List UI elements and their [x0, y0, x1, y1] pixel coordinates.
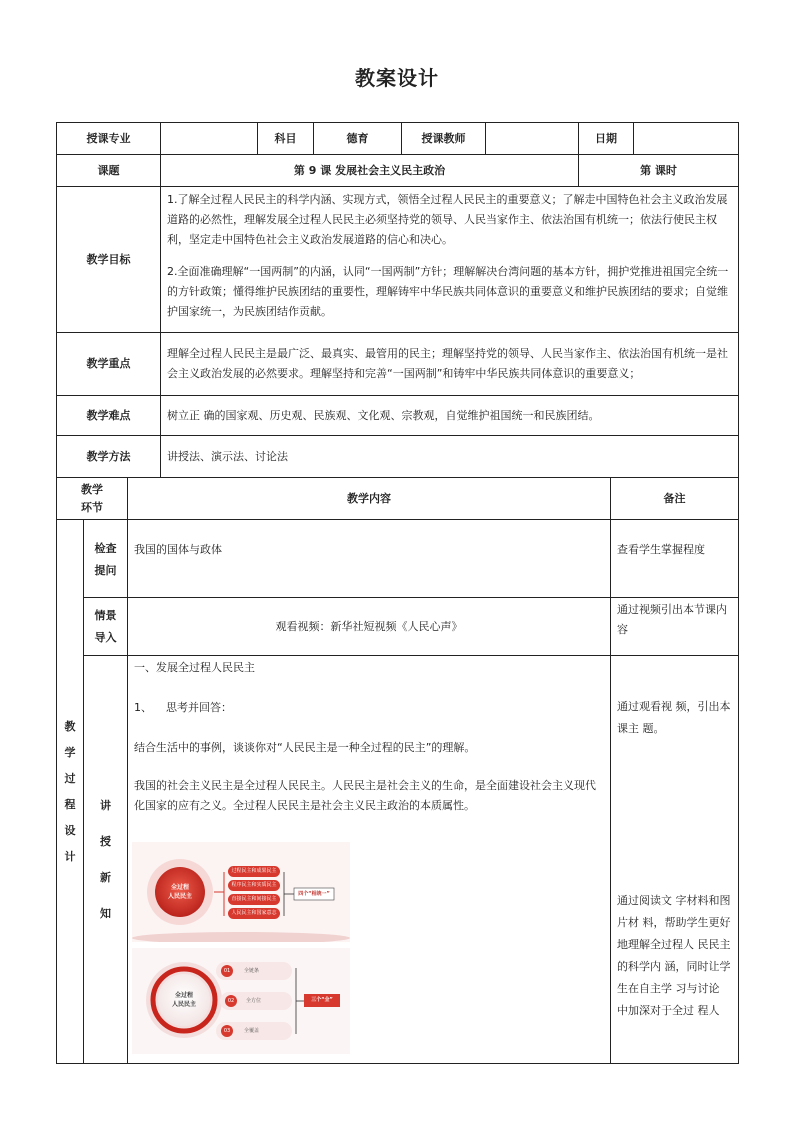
question-prompt: 1、 思考并回答：: [134, 701, 232, 714]
figure-2-center-text: 全过程 人民民主: [171, 992, 196, 1008]
key-points-content: 理解全过程人民民主是最广泛、最真实、最管用的民主；理解坚持党的领导、人民当家作主、依法治国有机统一是社会主义政治发展的必然要求。理解坚持和完善“一国两制”和铸牢中华民族共同体意识的重要意义；: [161, 333, 739, 396]
content-scenario-intro: 观看视频：新华社短视频《人民心声》: [128, 598, 611, 656]
stage-check-question: 检查 提问: [84, 520, 128, 598]
figure-1-item-1: 过程民主和成果民主: [228, 866, 280, 877]
difficulties-label: 教学难点: [57, 396, 161, 436]
figure-1-tag: 四个“相统一”: [298, 891, 330, 897]
figure-1-item-2: 程序民主和实质民主: [228, 880, 280, 891]
figure-three-full: [132, 948, 350, 1054]
goals-content: [161, 187, 739, 333]
major-label: 授课专业: [57, 123, 161, 155]
subject-label: 科目: [258, 123, 314, 155]
topic-label: 课题: [57, 155, 161, 187]
question-text: 结合生活中的事例，谈谈你对“人民民主是一种全过程的民主”的理解。: [134, 741, 476, 754]
figure-2-item-2: 全方位: [246, 998, 262, 1004]
stage-scenario-intro: 情景 导入: [84, 598, 128, 656]
content-header: 教学内容: [128, 478, 611, 520]
figure-1-item-4: 人民民主和国家意志: [228, 908, 280, 919]
teacher-value: [486, 123, 579, 155]
figure-four-unities: [132, 842, 350, 942]
remark-new-knowledge: [611, 656, 739, 1064]
teaching-process-table: [56, 477, 739, 1064]
teacher-label: 授课教师: [402, 123, 486, 155]
period-label: 第 课时: [579, 155, 739, 187]
figure-2-num-2: 02: [227, 998, 235, 1004]
figure-2-num-1: 01: [223, 968, 231, 974]
methods-label: 教学方法: [57, 436, 161, 478]
content-new-knowledge: [128, 656, 611, 1064]
key-points-label: 教学重点: [57, 333, 161, 396]
figure-2-tag: 三个“全”: [311, 997, 333, 1003]
goals-label: 教学目标: [57, 187, 161, 333]
lesson-info-table: [56, 122, 739, 478]
stage-header: 教学 环节: [57, 478, 128, 520]
section-heading: 一、发展全过程人民民主: [134, 661, 255, 674]
figure-2-item-1: 全链条: [244, 968, 260, 974]
remark-scenario-intro: 通过视频引出本节课内容: [611, 598, 739, 656]
major-value: [161, 123, 258, 155]
goals-paragraph-2: 2.全面准确理解“一国两制”的内涵，认同“一国两制”方针；理解解决台湾问题的基本方针，拥护党推进祖国完全统一的方针政策；懂得维护民族团结的重要性，理解铸牢中华民族共同体意识的重要意义和维护民族团结的要求；自觉维护国家统一，为民族团结作贡献。: [167, 265, 729, 318]
figure-2-num-3: 03: [223, 1028, 231, 1034]
stage-new-knowledge: 讲 授 新 知: [84, 656, 128, 1064]
subject-value: 德育: [314, 123, 402, 155]
figure-2-item-3: 全覆盖: [244, 1028, 260, 1034]
remark-check-question: 查看学生掌握程度: [611, 520, 739, 598]
figure-1-item-3: 直接民主和间接民主: [228, 894, 280, 905]
remark-header: 备注: [611, 478, 739, 520]
difficulties-content: 树立正 确的国家观、历史观、民族观、文化观、宗教观，自觉维护祖国统一和民族团结。: [161, 396, 739, 436]
explanation-text: 我国的社会主义民主是全过程人民民主。人民民主是社会主义的生命，是全面建设社会主义现代化国家的应有之义。全过程人民民主是社会主义民主政治的本质属性。: [134, 779, 596, 812]
goals-paragraph-1: 1.了解全过程人民民主的科学内涵、实现方式，领悟全过程人民民主的重要意义；了解走中国特色社会主义政治发展道路的必然性，理解发展全过程人民民主必须坚持党的领导、人民当家作主、依法治国有机统一；依法行使民主权利，坚定走中国特色社会主义政治发展道路的信心和决心。: [167, 193, 728, 246]
remark-new-knowledge-2: 通过阅读文 字材料和图片材 料，帮助学生更好 地理解全过程人 民民主 的科学内 涵，同时让学生在自主学 习与讨论 中加深对于全过 程人: [617, 894, 731, 1017]
methods-content: 讲授法、演示法、讨论法: [161, 436, 739, 478]
figure-1-center-text: 全过程 人民民主: [167, 884, 192, 900]
document-title: 教案设计: [355, 66, 439, 90]
remark-new-knowledge-1: 通过观看视 频，引出本课主 题。: [617, 700, 731, 735]
process-side-label: 教 学 过 程 设 计: [57, 520, 84, 1064]
date-value: [634, 123, 739, 155]
content-check-question: 我国的国体与政体: [128, 520, 611, 598]
topic-value: 第 9 课 发展社会主义民主政治: [161, 155, 579, 187]
date-label: 日期: [579, 123, 634, 155]
